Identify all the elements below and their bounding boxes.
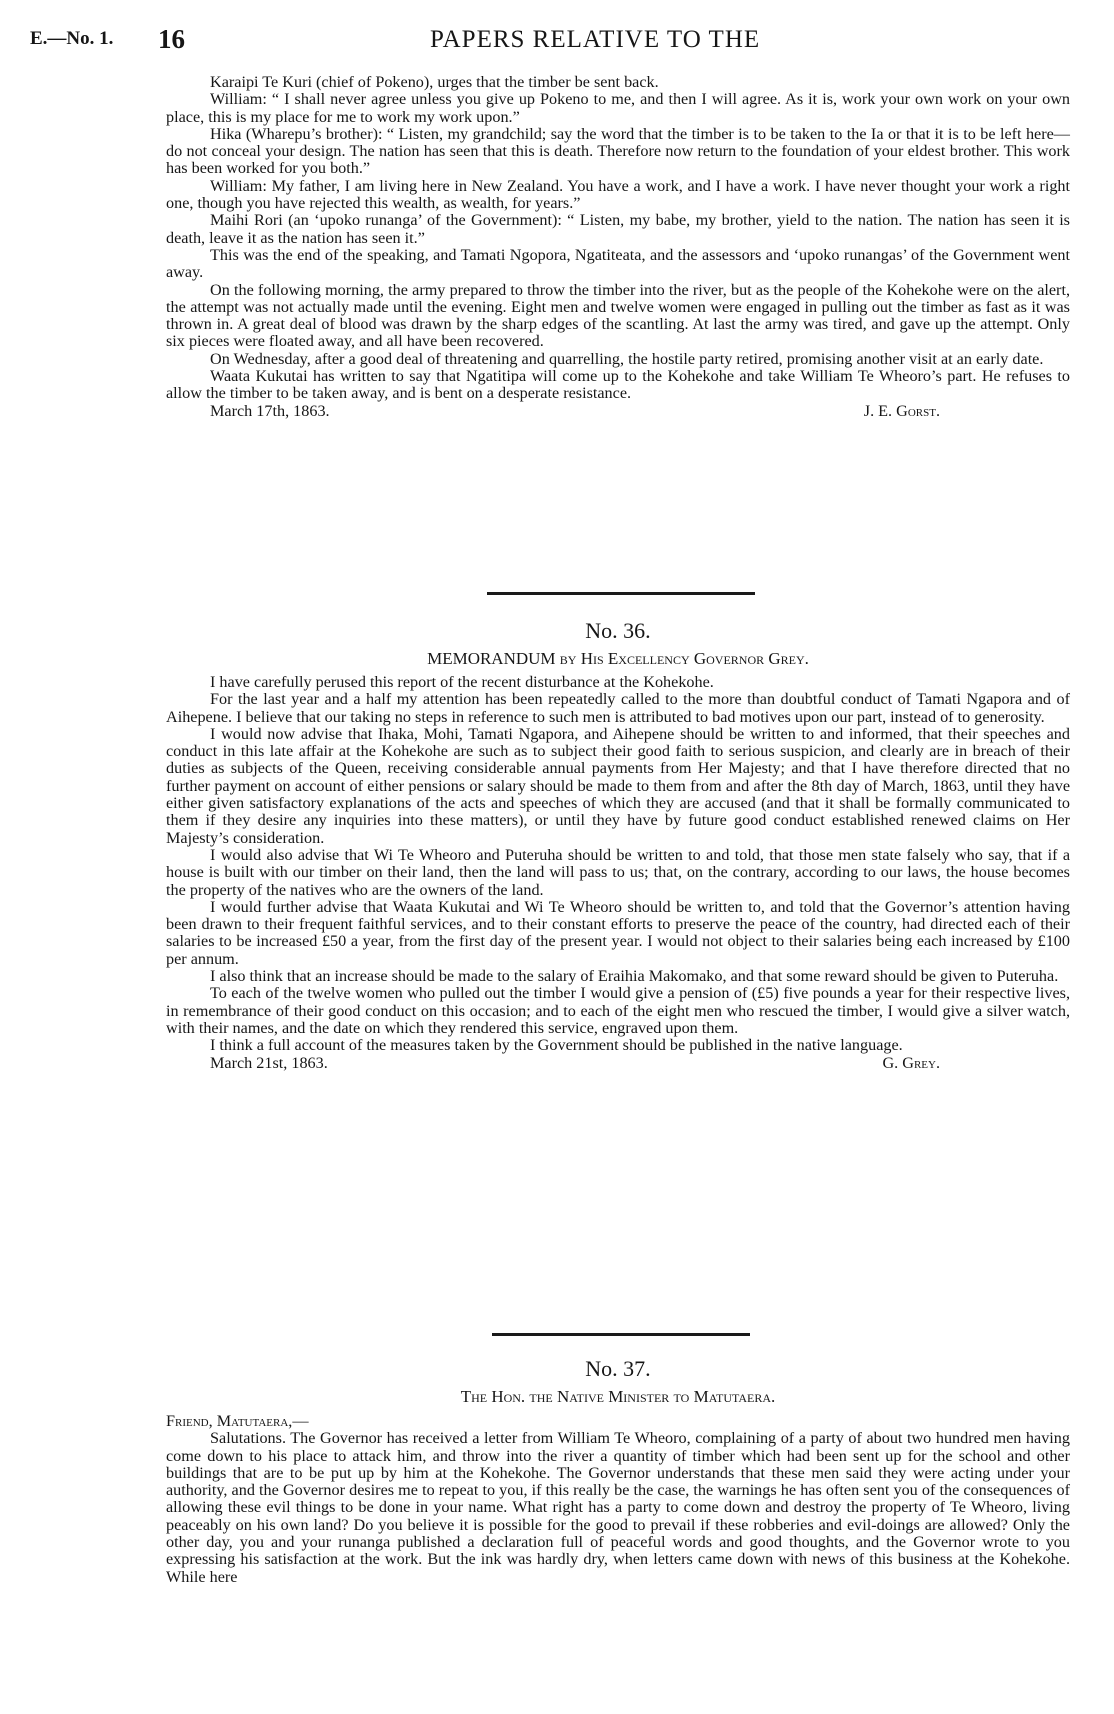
paragraph: William: My father, I am living here in New Zealand. You have a work, and I have a work. I have never thought your work a right one, though you have rejected this wealth, as wealth, for years.” <box>166 176 1070 213</box>
signature-line <box>166 1055 1070 1072</box>
paragraph: Salutations. The Governor has received a letter from William Te Wheoro, complaining of a party of about two hundred men having come down to his place to attack him, and throw into the river a quantity of timber which had been sent up for the school and other buildings that are to be put up by him at the Kohekohe. The Governor understands that these men said they were acting under your authority, and the Governor desires me to repeat to you, if this really be the case, the warnings he has often sent you of the consequences of allowing these evil things to be done in your name. What right has a party to come down and destroy the property of Te Wheoro, living peaceably on his own land? Do you believe it is possible for the good to prevail if these robberies and evil-doings are allowed? Only the other day, you and your runanga published a declaration full of peaceful words and good thoughts, and the Governor wrote to you expressing his satisfaction at the work. But the ink was hardly dry, when letters came down with news of this business at the Kohekohe. While here <box>166 1429 1070 1586</box>
paragraph: William: “ I shall never agree unless you give up Pokeno to me, and then I will agree. As it is, work your own work on your own place, this is my place for me to work my work upon.” <box>166 90 1070 126</box>
parliamentary-paper-ref: E.—No. 1. <box>30 28 114 49</box>
running-title: PAPERS RELATIVE TO THE <box>430 26 761 53</box>
document-subtitle: The Hon. the Native Minister to Matutaera. <box>460 1387 776 1406</box>
paragraph: I would further advise that Waata Kukutai and Wi Te Wheoro should be written to, and told that the Governor’s attention having been drawn to their frequent faithful services, and to their constant efforts to preserve the peace of the country, had directed each of their salaries to be increased £50 a year, from the first day of the present year. I would not object to their salaries being each increased by £100 per annum. <box>166 897 1070 968</box>
paragraph: I have carefully perused this report of the recent disturbance at the Kohekohe. <box>210 673 714 691</box>
paragraph: Hika (Wharepu’s brother): “ Listen, my grandchild; say the word that the timber is to be taken to the Ia or that it is to be left here—do not conceal your design. The nation has seen that this is death. Therefore now return to the foundation of your eldest brother. This work has been worked for you both.” <box>166 124 1070 178</box>
paragraph: Maihi Rori (an ‘upoko runanga’ of the Government): “ Listen, my babe, my brother, yield to the nation. The nation has seen it is death, leave it as the nation has seen it.” <box>166 211 1070 247</box>
paragraph: This was the end of the speaking, and Tamati Ngopora, Ngatiteata, and the assessors and ‘upoko runangas’ of the Government went away. <box>166 245 1070 282</box>
paragraph: I think a full account of the measures taken by the Government should be published in the native language. <box>210 1036 903 1055</box>
salutation: Friend, Matutaera,— <box>166 1412 309 1430</box>
document-number: No. 36. <box>585 618 651 643</box>
paragraph: Waata Kukutai has written to say that Ngatitipa will come up to the Kohekohe and take William Te Wheoro’s part. He refuses to allow the timber to be taken away, and is bent on a desperate resistance. <box>166 367 1070 403</box>
section-divider <box>487 592 755 595</box>
section-heading-36 <box>166 618 1070 670</box>
section-memorandum <box>166 674 1070 1072</box>
document-subtitle: MEMORANDUM by His Excellency Governor Grey. <box>427 649 809 668</box>
paragraph: I also think that an increase should be made to the salary of Eraihia Makomako, and that some reward should be given to Puteruha. <box>210 967 1059 986</box>
paragraph: Karaipi Te Kuri (chief of Pokeno), urges that the timber be sent back. <box>210 73 659 91</box>
document-number: No. 37. <box>585 1356 651 1381</box>
paragraph: I would now advise that Ihaka, Mohi, Tamati Ngapora, and Aihepene should be written to and informed, that their speeches and conduct in this late affair at the Kohekohe are such as to subject their good faith to serious suspicion, and clearly are in breach of their duties as subjects of the Queen, receiving considerable annual payments from Her Majesty; and that I have therefore directed that no further payment on account of either pensions or salary should be made to them from and after the 8th day of March, 1863, until they have either given satisfactory explanations of the acts and speeches of which they are accused (and that it shall be formally communicated to them if they desire any inquiries into these matters), or until they have by future good conduct established renewed claims on Her Majesty’s consideration. <box>166 724 1070 847</box>
section-native-minister-letter <box>166 1413 1070 1586</box>
page-header <box>30 22 1084 62</box>
letter-date: March 17th, 1863. <box>210 401 330 420</box>
section-heading-37 <box>166 1356 1070 1408</box>
signature-line <box>166 403 1070 420</box>
paragraph: On Wednesday, after a good deal of threatening and quarrelling, the hostile party retired, promising another visit at an early date. <box>210 349 1044 368</box>
section-gorst-report <box>166 74 1070 420</box>
memo-date: March 21st, 1863. <box>210 1053 328 1072</box>
section-divider <box>492 1333 750 1336</box>
page-number: 16 <box>158 24 185 54</box>
signatory: G. Grey. <box>882 1053 940 1072</box>
paragraph: To each of the twelve women who pulled out the timber I would give a pension of (£5) five pounds a year for their respective lives, in remembrance of their good conduct on this occasion; and to each of the eight men who rescued the timber, I would give a silver watch, with their names, and the date on which they rendered this service, engraved upon them. <box>166 984 1070 1037</box>
paragraph: For the last year and a half my attention has been repeatedly called to the more than doubtful conduct of Tamati Ngapora and of Aihepene. I believe that our taking no steps in reference to such men is attributed to bad motives upon our part, instead of to generosity. <box>166 690 1070 726</box>
paragraph: On the following morning, the army prepared to throw the timber into the river, but as the people of the Kohekohe were on the alert, the attempt was not actually made until the evening. Eight men and twelve women were engaged in pulling out the timber as fast as it was thrown in. A great deal of blood was drawn by the sharp edges of the scantling. At last the army was tired, and gave up the attempt. Only six pieces were floated away, and all have been recovered. <box>166 280 1070 351</box>
signatory: J. E. Gorst. <box>863 401 940 420</box>
paragraph: I would also advise that Wi Te Wheoro and Puteruha should be written to and told, that those men state falsely who say, that if a house is built with our timber on their land, then the land will pass to us; that, on the contrary, according to our laws, the house becomes the property of the natives who are the owners of the land. <box>166 845 1070 899</box>
